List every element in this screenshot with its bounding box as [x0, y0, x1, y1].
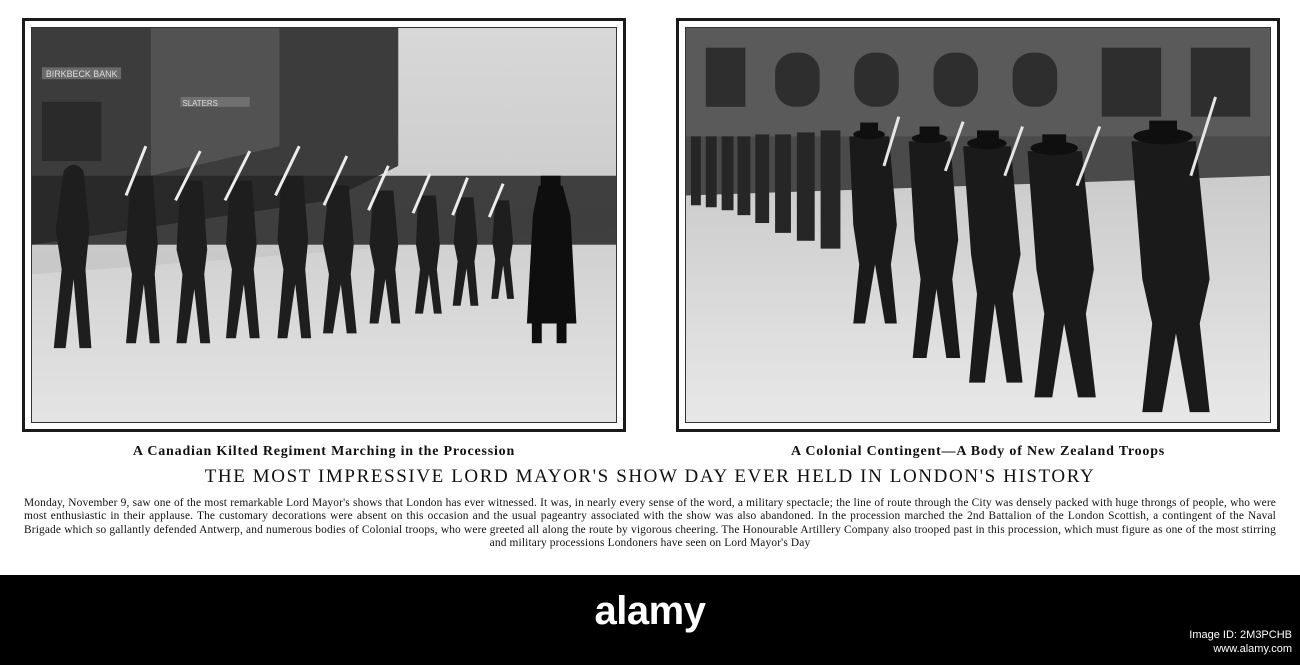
image-id: Image ID: 2M3PCHB: [1189, 629, 1292, 641]
footer-bar: [0, 575, 1300, 665]
left-photo: [31, 27, 617, 423]
new-zealand-troops-photo: [686, 28, 1270, 422]
right-photo-caption: A Colonial Contingent—A Body of New Zealand Troops: [790, 444, 1166, 459]
footer-id-block: [1189, 628, 1292, 656]
shop-sign-slaters: SLATERS: [182, 98, 218, 108]
left-photo-frame: [22, 18, 626, 432]
article-body: Monday, November 9, saw one of the most remarkable Lord Mayor's shows that London has ever witnessed. It was, in nearly every sense of the word, a military spectacle; the line of route through the City was densely packed with huge throngs of people, who were most enthusiastic in their applause. The customary decorations were absent on this occasion and the usual pageantry associated with the show was also abandoned. In the procession marched the 2nd Battalion of the London Scottish, a contingent of the Naval Brigade which so gallantly defended Antwerp, and numerous bodies of Colonial troops, who were greeted all along the route by vigorous cheering. The Honourable Artillery Company also trooped past in this procession, which must figure as one of the most stirring and military processions Londoners have seen on Lord Mayor's Day: [24, 497, 1276, 550]
article-headline: THE MOST IMPRESSIVE LORD MAYOR'S SHOW DAY EVER HELD IN LONDON'S HISTORY: [204, 466, 1096, 487]
footer-url: www.alamy.com: [1213, 643, 1292, 655]
left-photo-caption: A Canadian Kilted Regiment Marching in the Procession: [132, 444, 516, 459]
shop-sign-birkbeck: BIRKBECK BANK: [45, 69, 118, 80]
right-photo: [685, 27, 1271, 423]
alamy-logo: alamy: [594, 589, 706, 633]
right-photo-frame: [676, 18, 1280, 432]
canadian-regiment-photo: [32, 28, 616, 422]
